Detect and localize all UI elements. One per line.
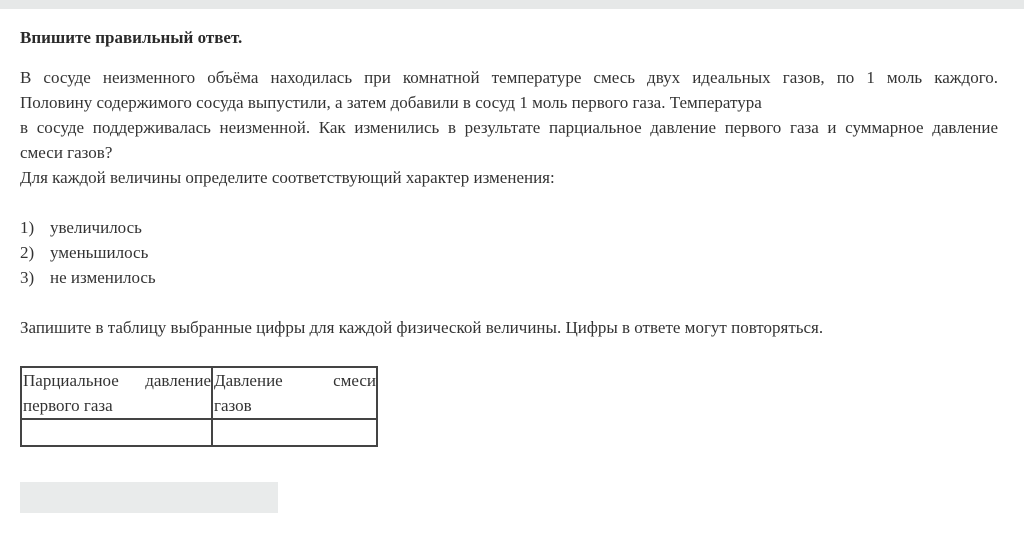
- question-line-5: Для каждой величины определите соответствующий характер изменения:: [20, 168, 555, 187]
- table-header-row: [21, 367, 377, 419]
- answer-cell-partial-pressure[interactable]: [21, 419, 212, 446]
- header-mixture-pressure: Давление смеси газов: [212, 367, 377, 419]
- task-heading: Впишите правильный ответ.: [20, 28, 243, 47]
- answer-cell-mixture-pressure[interactable]: [212, 419, 377, 446]
- question-line-1: В сосуде неизменного объёма находилась при комнатной температуре смесь двух идеальных газов, по 1 моль каждого.: [20, 68, 998, 87]
- answer-table: [20, 366, 378, 447]
- table-input-row: [21, 419, 377, 446]
- header-partial-pressure: Парциальное давление первого газа: [21, 367, 212, 419]
- option-1: 1) увеличилось: [20, 218, 142, 237]
- answer-input-mixture-pressure[interactable]: [214, 422, 376, 445]
- answer-input-partial-pressure[interactable]: [23, 422, 211, 445]
- question-line-4: смеси газов?: [20, 143, 113, 162]
- instruction-text: Запишите в таблицу выбранные цифры для каждой физической величины. Цифры в ответе могут повторяться.: [20, 318, 824, 337]
- answer-input-field[interactable]: [20, 482, 278, 513]
- option-3: 3) не изменилось: [20, 268, 156, 287]
- question-line-2: Половину содержимого сосуда выпустили, а затем добавили в сосуд 1 моль первого газа. Температура: [20, 93, 762, 112]
- option-2: 2) уменьшилось: [20, 243, 149, 262]
- question-line-3: в сосуде поддерживалась неизменной. Как изменились в результате парциальное давление первого газа и суммарное давление: [20, 118, 998, 137]
- top-bar: [0, 0, 1024, 9]
- question-text: [20, 65, 998, 340]
